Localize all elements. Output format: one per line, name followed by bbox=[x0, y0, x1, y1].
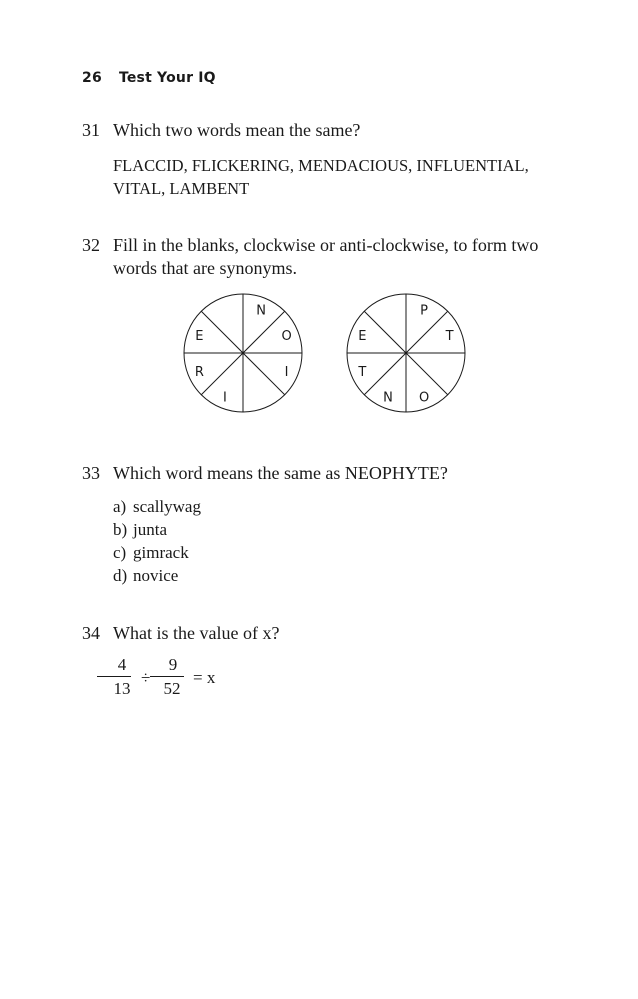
fraction-bar bbox=[97, 676, 131, 677]
q31-word-list bbox=[113, 154, 529, 200]
option-text: scallywag bbox=[133, 497, 201, 516]
equation-result: = x bbox=[193, 668, 216, 687]
fraction-denominator: 52 bbox=[163, 679, 181, 698]
prompt-line: Fill in the blanks, clockwise or anti-clockwise, to form two bbox=[113, 235, 539, 255]
prompt-line: words that are synonyms. bbox=[113, 258, 297, 278]
fraction-1 bbox=[97, 655, 147, 701]
option-label: c) bbox=[113, 543, 127, 562]
question-prompt bbox=[113, 234, 603, 280]
page-number: 26 bbox=[82, 70, 102, 86]
wheel-letter: T bbox=[445, 328, 454, 344]
question-number: 32 bbox=[82, 235, 100, 255]
fraction-2 bbox=[150, 655, 190, 701]
book-title: Test Your IQ bbox=[118, 70, 216, 86]
running-header bbox=[82, 70, 216, 86]
wheel-letter: I bbox=[223, 390, 227, 406]
q33-options bbox=[113, 495, 201, 587]
wheel-letter: E bbox=[195, 328, 204, 344]
option-a bbox=[113, 495, 201, 518]
option-text: junta bbox=[133, 520, 167, 539]
word-list-line: FLACCID, FLICKERING, MENDACIOUS, INFLUENTIAL, bbox=[113, 156, 529, 175]
question-prompt: Which two words mean the same? bbox=[113, 120, 361, 140]
fraction-numerator: 9 bbox=[168, 655, 178, 674]
question-number: 33 bbox=[82, 463, 100, 483]
wheel-letter: E bbox=[358, 328, 367, 344]
option-label: a) bbox=[113, 497, 127, 516]
fraction-numerator: 4 bbox=[117, 655, 127, 674]
question-number: 31 bbox=[82, 120, 100, 140]
wheel-letter: N bbox=[256, 303, 266, 319]
question-prompt: What is the value of x? bbox=[113, 623, 280, 643]
wheel-letter: P bbox=[420, 303, 428, 319]
option-label: d) bbox=[113, 566, 128, 585]
wheel-letter: R bbox=[194, 365, 204, 381]
option-text: gimrack bbox=[133, 543, 189, 562]
fraction-bar bbox=[150, 676, 184, 677]
wheel-letter: O bbox=[281, 328, 292, 344]
wheel-letter: N bbox=[383, 390, 393, 406]
option-label: b) bbox=[113, 520, 128, 539]
question-number: 34 bbox=[82, 623, 100, 643]
wheel-letter: O bbox=[418, 390, 430, 406]
fraction-denominator: 13 bbox=[113, 679, 131, 698]
option-b bbox=[113, 518, 201, 541]
option-text: novice bbox=[133, 566, 179, 585]
question-prompt: Which word means the same as NEOPHYTE? bbox=[113, 463, 448, 483]
option-d bbox=[113, 564, 201, 587]
option-c bbox=[113, 541, 201, 564]
word-list-line: VITAL, LAMBENT bbox=[113, 179, 250, 198]
divide-operator: ÷ bbox=[141, 668, 151, 687]
letter-wheel-2 bbox=[347, 294, 465, 412]
letter-wheels bbox=[0, 290, 638, 420]
wheel-letter: I bbox=[284, 365, 289, 381]
wheel-letter: T bbox=[358, 365, 367, 381]
letter-wheel-1 bbox=[184, 294, 302, 412]
